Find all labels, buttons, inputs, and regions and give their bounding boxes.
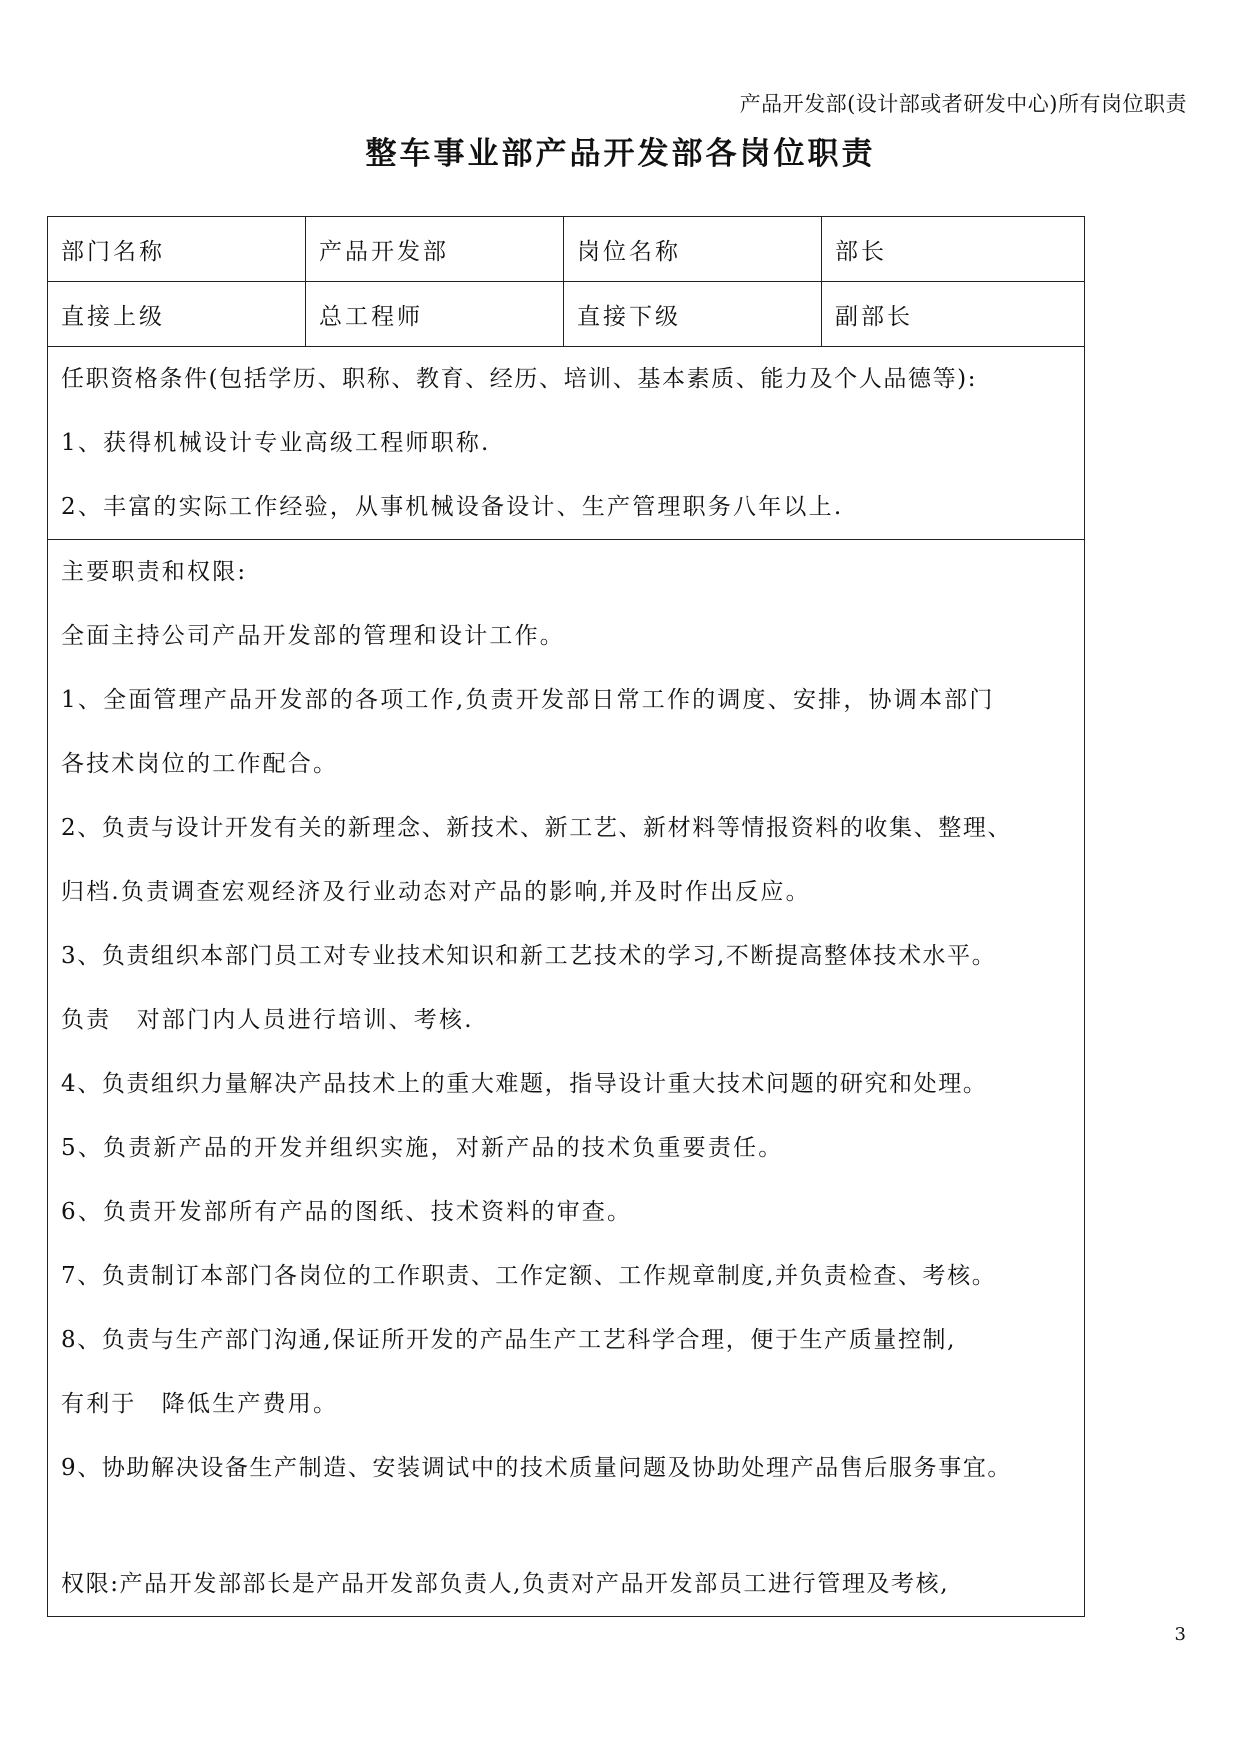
table-row <box>48 347 1085 540</box>
page-number: 3 <box>1174 1624 1186 1645</box>
value-direct-superior: 总工程师 <box>306 282 564 347</box>
qualifications-section <box>48 347 1085 540</box>
duty-line: 负责 对部门内人员进行培训、考核. <box>61 1007 474 1033</box>
duty-line: 2、负责与设计开发有关的新理念、新技术、新工艺、新材料等情报资料的收集、整理、 <box>61 815 1013 841</box>
label-direct-subordinate: 直接下级 <box>564 282 822 347</box>
duty-line: 8、负责与生产部门沟通,保证所开发的产品生产工艺科学合理，便于生产质量控制, <box>61 1327 957 1353</box>
duties-heading: 主要职责和权限: <box>61 559 248 585</box>
value-direct-subordinate: 副部长 <box>822 282 1085 347</box>
authority-line: 权限:产品开发部部长是产品开发部负责人,负责对产品开发部员工进行管理及考核, <box>61 1571 950 1597</box>
value-department-name: 产品开发部 <box>306 217 564 282</box>
duty-line: 5、负责新产品的开发并组织实施，对新产品的技术负重要责任。 <box>61 1135 784 1161</box>
value-position-name: 部长 <box>822 217 1085 282</box>
duty-line: 7、负责制订本部门各岗位的工作职责、工作定额、工作规章制度,并负责检查、考核。 <box>61 1263 997 1289</box>
label-department-name: 部门名称 <box>48 217 306 282</box>
duty-line: 有利于 降低生产费用。 <box>61 1391 339 1417</box>
duty-line: 各技术岗位的工作配合。 <box>61 751 339 777</box>
page-title: 整车事业部产品开发部各岗位职责 <box>365 136 876 172</box>
table-row <box>48 282 1085 347</box>
duty-line: 全面主持公司产品开发部的管理和设计工作。 <box>61 623 565 649</box>
job-duty-table <box>47 216 1085 1617</box>
qualification-item: 1、获得机械设计专业高级工程师职称. <box>61 430 491 456</box>
qualifications-heading: 任职资格条件(包括学历、职称、教育、经历、培训、基本素质、能力及个人品德等): <box>61 366 978 392</box>
duty-line: 4、负责组织力量解决产品技术上的重大难题，指导设计重大技术问题的研究和处理。 <box>61 1071 988 1097</box>
duty-line: 归档.负责调查宏观经济及行业动态对产品的影响,并及时作出反应。 <box>61 879 811 905</box>
label-direct-superior: 直接上级 <box>48 282 306 347</box>
duty-line: 9、协助解决设备生产制造、安装调试中的技术质量问题及协助处理产品售后服务事宜。 <box>61 1455 1013 1481</box>
duty-line: 3、负责组织本部门员工对专业技术知识和新工艺技术的学习,不断提高整体技术水平。 <box>61 943 997 969</box>
running-header: 产品开发部(设计部或者研发中心)所有岗位职责 <box>739 92 1187 116</box>
duty-line: 6、负责开发部所有产品的图纸、技术资料的审查。 <box>61 1199 633 1225</box>
qualification-item: 2、丰富的实际工作经验，从事机械设备设计、生产管理职务八年以上. <box>61 494 844 520</box>
duties-section <box>48 540 1085 1617</box>
label-position-name: 岗位名称 <box>564 217 822 282</box>
table-row <box>48 540 1085 1617</box>
table-row <box>48 217 1085 282</box>
blank-spacer <box>61 1500 1084 1552</box>
duty-line: 1、全面管理产品开发部的各项工作,负责开发部日常工作的调度、安排，协调本部门 <box>61 687 995 713</box>
